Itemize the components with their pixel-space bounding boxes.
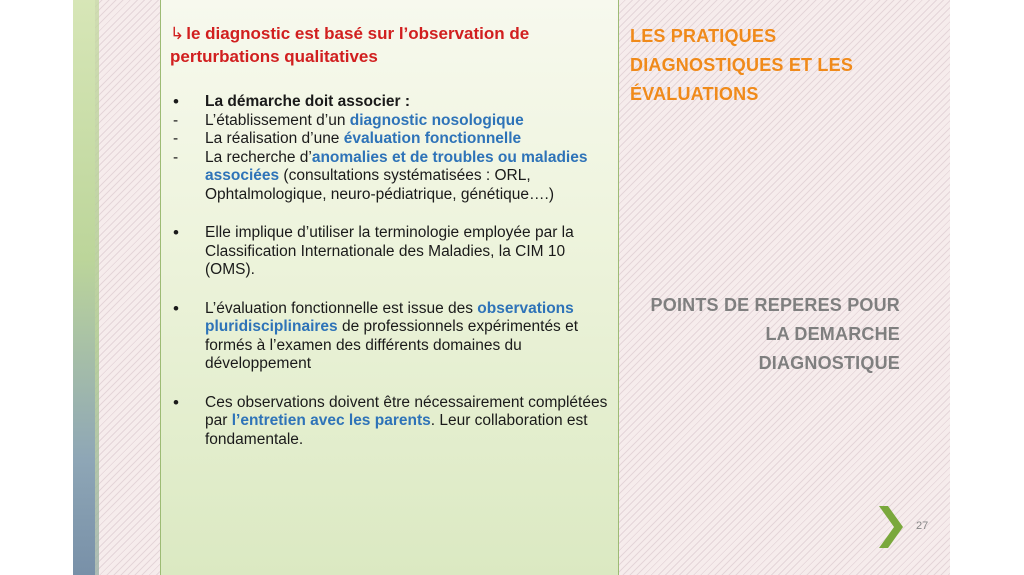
left-decorative-edge	[95, 0, 99, 575]
subsection-title-line: POINTS DE REPERES POUR	[650, 295, 900, 315]
emphasis-text: diagnostic nosologique	[349, 111, 524, 129]
list-text: L’évaluation fonctionnelle est issue des	[205, 299, 478, 317]
slide	[73, 0, 950, 575]
list-item	[171, 224, 611, 280]
list-text: La démarche doit associer :	[205, 93, 411, 110]
list-item	[171, 394, 611, 450]
list-spacer	[171, 204, 611, 224]
left-decorative-bar	[73, 0, 95, 575]
section-title-line: DIAGNOSTIQUES ET LES	[630, 55, 854, 75]
slide-heading	[170, 22, 610, 68]
bullet-marker: •	[173, 298, 179, 318]
list-text: L’établissement d’un	[205, 111, 350, 129]
list-spacer	[171, 374, 611, 394]
bullet-marker: •	[173, 223, 179, 242]
list-item	[171, 112, 611, 131]
subsection-title-line: DIAGNOSTIQUE	[758, 353, 900, 373]
section-title	[630, 22, 930, 109]
hook-arrow-icon: ↳	[170, 24, 185, 43]
list-spacer	[171, 280, 611, 300]
emphasis-text: évaluation fonctionnelle	[343, 130, 522, 147]
emphasis-text: observations pluridisciplinaires	[205, 299, 574, 335]
list-item	[171, 93, 611, 112]
dash-marker: -	[173, 148, 179, 166]
emphasis-text: l’entretien avec les parents	[231, 412, 431, 429]
list-text: (consultations systématisées : ORL, Ophtalmologique, neuro-pédiatrique, génétique….)	[205, 167, 554, 203]
list-text: Elle implique d’utiliser la terminologie employée par la Classification Internationale des Maladies, la CIM 10 (OMS).	[205, 224, 574, 278]
bullet-marker: •	[173, 392, 179, 412]
list-text: Ces observations doivent être nécessairement complétées par	[205, 393, 608, 429]
bullet-marker: •	[173, 92, 179, 111]
list-item	[171, 149, 611, 205]
subsection-title-line: LA DEMARCHE	[765, 324, 900, 344]
list-text: La réalisation d’une	[205, 130, 344, 147]
section-title-line: LES PRATIQUES	[630, 26, 777, 46]
emphasis-text: anomalies et de troubles ou maladies associées	[205, 148, 588, 184]
list-text: de professionnels expérimentés et formés à l’examen des différents domaines du développement	[205, 318, 579, 372]
subsection-title	[618, 291, 900, 378]
bullet-list	[171, 93, 611, 449]
page-number: 27	[916, 520, 929, 532]
dash-marker: -	[173, 111, 179, 129]
heading-text: le diagnostic est basé sur l’observation de perturbations qualitatives	[170, 24, 530, 66]
section-title-line: ÉVALUATIONS	[630, 84, 759, 104]
content-box	[160, 0, 619, 575]
list-item	[171, 300, 611, 374]
list-text: La recherche d’	[205, 148, 312, 166]
list-item	[171, 130, 611, 149]
list-text: . Leur collaboration est fondamentale.	[205, 412, 588, 448]
dash-marker: -	[173, 130, 179, 147]
chevron-right-icon[interactable]	[879, 506, 903, 548]
